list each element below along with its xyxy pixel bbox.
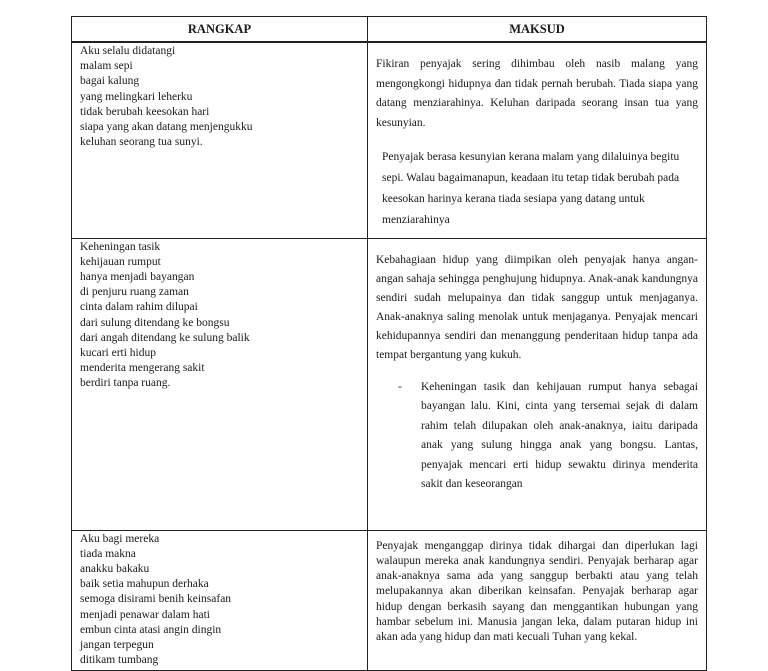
meaning-cell [368,238,707,530]
stanza-3 [72,531,367,669]
header-maksud: MAKSUD [368,17,707,43]
stanza-cell [72,42,368,238]
stanza-line: hanya menjadi bayangan [80,270,195,283]
stanza-line: kucari erti hidup [80,346,157,359]
meaning-1 [368,43,706,231]
stanza-line: tidak berubah keesokan hari [80,105,210,118]
header-rangkap: RANGKAP [72,17,368,43]
stanza-line: Aku bagi mereka [80,532,160,545]
stanza-line: yang melingkari leherku [80,90,193,103]
meaning-paragraph: Penyajak berasa kesunyian kerana malam yang dilaluinya begitu sepi. Walau bagaimanapun, keadaan itu tetap tidak berubah pada keesokan harinya kerana tiada sesiapa yang datang untuk menziarahinya [382,151,680,226]
stanza-line: Aku selalu didatangi [80,45,176,57]
meaning-3 [368,531,706,646]
stanza-line: dari sulung ditendang ke bongsu [80,316,230,329]
stanza-line: bagai kalung [80,75,140,88]
table-row [72,42,707,238]
stanza-line: tiada makna [80,547,136,560]
stanza-line: keluhan seorang tua sunyi. [80,136,203,149]
stanza-line: jangan terpegun [80,638,154,651]
stanza-line: baik setia mahupun derhaka [80,578,209,591]
stanza-line: cinta dalam rahim dilupai [80,301,198,314]
bullet-text: Keheningan tasik dan kehijauan rumput hanya sebagai bayangan lalu. Kini, cinta yang tersemai sejak di dalam rahim telah dilupakan oleh anak-anaknya, iaitu daripada anak yang sulung hingga anak yang bongsu. Lantas, penyajak mencari erti hidup sewaktu dirinya menderita sakit dan keseorangan [421,380,698,490]
stanza-line: semoga disirami benih keinsafan [80,593,232,606]
stanza-line: ditikam tumbang [80,654,159,667]
rangkap-maksud-table [71,16,707,671]
stanza-cell [72,238,368,530]
stanza-line: malam sepi [80,60,133,73]
stanza-line: anakku bakaku [80,562,150,575]
stanza-1 [72,43,367,150]
stanza-cell [72,530,368,670]
meaning-paragraph: Fikiran penyajak sering dihimbau oleh nasib malang yang mengongkongi hidupnya dan tidak pernah berubah. Tiada siapa yang datang menziarahinya. Keluhan daripada seorang insan tua yang kesunyian. [376,58,698,129]
bullet-item [376,378,698,495]
table-row [72,530,707,670]
stanza-line: menjadi penawar dalam hati [80,608,210,621]
stanza-line: di penjuru ruang zaman [80,286,189,299]
stanza-line: menderita mengerang sakit [80,362,205,375]
bullet-dash: - [398,380,402,393]
stanza-line: berdiri tanpa ruang. [80,377,171,390]
stanza-line: kehijauan rumput [80,255,161,268]
stanza-line: embun cinta atasi angin dingin [80,623,222,636]
meaning-cell [368,530,707,670]
stanza-line: Keheningan tasik [80,240,161,253]
meaning-paragraph: Kebahagiaan hidup yang diimpikan oleh penyajak hanya angan-angan sahaja sehingga penghujung hidupnya. Anak-anak kandungnya sendiri sudah melupainya dan tidak sanggup untuk menjaganya. Anak-anaknya saling menolak untuk menjaganya. Penyajak mencari kehidupannya sendiri dan menanggung penderitaan hidup tanpa ada tempat bergantung yang kukuh. [376,253,698,361]
stanza-2 [72,239,367,392]
stanza-line: dari angah ditendang ke sulung balik [80,331,250,344]
meaning-paragraph: Penyajak menganggap dirinya tidak dihargai dan diperlukan lagi walaupun mereka anak kandungnya sendiri. Penyajak berharap agar anak-anaknya sama ada yang sanggup berbakti atau yang telah melupakannya akan diberikan keinsafan. Penyajak berharap agar hidup dengan berkasih sayang dan menggantikan hubungan yang hambar sebelum ini. Manusia jangan leka, dalam putaran hidup ini akan ada yang hidup dan mati kecuali Tuhan yang kekal. [376,539,698,644]
table-row [72,238,707,530]
meaning-2 [368,239,706,495]
header-row [72,17,707,43]
stanza-line: siapa yang akan datang menjengukku [80,121,253,134]
meaning-cell [368,42,707,238]
